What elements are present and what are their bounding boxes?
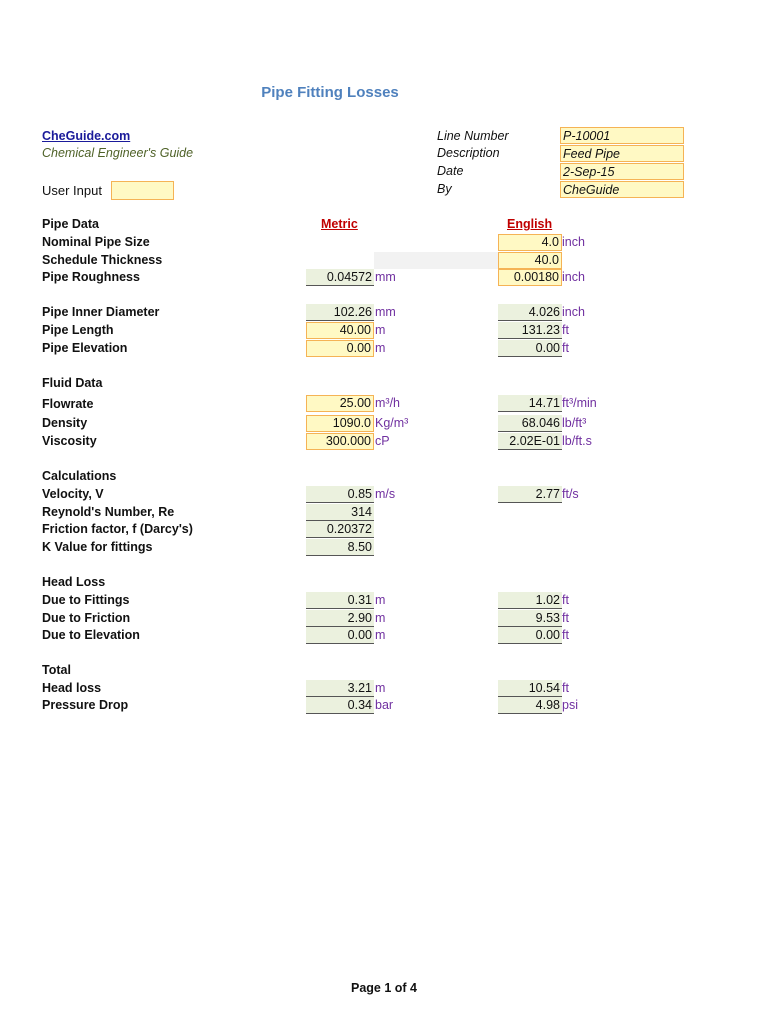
line-number-field[interactable]: P-10001	[560, 127, 684, 144]
row-label-viscosity: Viscosity	[42, 434, 97, 448]
density-eng-value: 68.046	[498, 415, 562, 432]
velocity-met-value: 0.85	[306, 486, 374, 503]
density-met-unit: Kg/m³	[375, 416, 409, 430]
velocity-eng-unit: ft/s	[562, 487, 579, 501]
line-number-label: Line Number	[437, 129, 509, 143]
user-input-label: User Input	[42, 183, 102, 198]
due-elevation-met-value: 0.00	[306, 627, 374, 644]
description-field[interactable]: Feed Pipe	[560, 145, 684, 162]
section-head-loss: Head Loss	[42, 575, 106, 589]
reynolds-met-value: 314	[306, 504, 374, 521]
due-friction-met-unit: m	[375, 611, 386, 625]
viscosity-eng-unit: lb/ft.s	[562, 434, 592, 448]
row-label-friction-factor: Friction factor, f (Darcy's)	[42, 522, 193, 536]
pipe-inner-diameter-met-unit: mm	[375, 305, 396, 319]
nominal-pipe-size-eng-input[interactable]: 4.0	[498, 234, 562, 251]
pipe-length-eng-value: 131.23	[498, 322, 562, 339]
head-loss-met-value: 3.21	[306, 680, 374, 697]
pipe-length-eng-unit: ft	[562, 323, 569, 337]
pipe-inner-diameter-eng-value: 4.026	[498, 304, 562, 321]
row-label-k-value: K Value for fittings	[42, 540, 153, 554]
row-label-pipe-length: Pipe Length	[42, 323, 114, 337]
row-label-density: Density	[42, 416, 88, 430]
section-pipe-data: Pipe Data	[42, 217, 99, 231]
pipe-roughness-eng-unit: inch	[562, 270, 585, 284]
head-loss-met-unit: m	[375, 681, 386, 695]
due-friction-eng-value: 9.53	[498, 610, 562, 627]
pipe-elevation-eng-unit: ft	[562, 341, 569, 355]
row-label-head-loss: Head loss	[42, 681, 102, 695]
pressure-drop-eng-unit: psi	[562, 698, 578, 712]
due-fittings-eng-unit: ft	[562, 593, 569, 607]
nominal-pipe-size-eng-unit: inch	[562, 235, 585, 249]
pipe-inner-diameter-met-value: 102.26	[306, 304, 374, 321]
user-input-legend-swatch	[111, 181, 174, 200]
pipe-length-met-input[interactable]: 40.00	[306, 322, 374, 339]
row-label-pipe-roughness: Pipe Roughness	[42, 270, 140, 284]
pipe-roughness-eng-input[interactable]: 0.00180	[498, 269, 562, 286]
density-met-input[interactable]: 1090.0	[306, 415, 374, 432]
row-label-pipe-inner-diameter: Pipe Inner Diameter	[42, 305, 160, 319]
due-fittings-eng-value: 1.02	[498, 592, 562, 609]
k-value-met-value: 8.50	[306, 539, 374, 556]
section-fluid-data: Fluid Data	[42, 376, 103, 390]
head-loss-eng-unit: ft	[562, 681, 569, 695]
pipe-elevation-eng-value: 0.00	[498, 340, 562, 357]
schedule-thickness-eng-input[interactable]: 40.0	[498, 252, 562, 269]
row-label-due-elevation: Due to Elevation	[42, 628, 140, 642]
row-label-nominal-pipe-size: Nominal Pipe Size	[42, 235, 150, 249]
due-elevation-met-unit: m	[375, 628, 386, 642]
due-fittings-met-unit: m	[375, 593, 386, 607]
section-total: Total	[42, 663, 71, 677]
row-label-reynolds: Reynold's Number, Re	[42, 505, 175, 519]
viscosity-met-unit: cP	[375, 434, 390, 448]
date-field[interactable]: 2-Sep-15	[560, 163, 684, 180]
head-loss-eng-value: 10.54	[498, 680, 562, 697]
viscosity-met-input[interactable]: 300.000	[306, 433, 374, 450]
due-friction-met-value: 2.90	[306, 610, 374, 627]
section-calculations: Calculations	[42, 469, 117, 483]
pressure-drop-eng-value: 4.98	[498, 697, 562, 714]
pipe-elevation-met-unit: m	[375, 341, 386, 355]
row-label-schedule-thickness: Schedule Thickness	[42, 253, 163, 267]
row-label-due-friction: Due to Friction	[42, 611, 131, 625]
description-label: Description	[437, 146, 500, 160]
pipe-length-met-unit: m	[375, 323, 386, 337]
schedule-thickness-shade	[374, 252, 498, 269]
due-elevation-eng-value: 0.00	[498, 627, 562, 644]
flowrate-eng-value: 14.71	[498, 395, 562, 412]
row-label-pressure-drop: Pressure Drop	[42, 698, 129, 712]
friction-factor-met-value: 0.20372	[306, 521, 374, 538]
flowrate-eng-unit: ft³/min	[562, 396, 597, 410]
by-field[interactable]: CheGuide	[560, 181, 684, 198]
row-label-flowrate: Flowrate	[42, 397, 94, 411]
velocity-met-unit: m/s	[375, 487, 396, 501]
due-elevation-eng-unit: ft	[562, 628, 569, 642]
row-label-due-fittings: Due to Fittings	[42, 593, 130, 607]
row-label-velocity: Velocity, V	[42, 487, 104, 501]
density-eng-unit: lb/ft³	[562, 416, 587, 430]
column-header-metric: Metric	[321, 217, 358, 231]
velocity-eng-value: 2.77	[498, 486, 562, 503]
pressure-drop-met-value: 0.34	[306, 697, 374, 714]
pipe-inner-diameter-eng-unit: inch	[562, 305, 585, 319]
page-title: Pipe Fitting Losses	[261, 84, 399, 101]
pipe-roughness-met-unit: mm	[375, 270, 396, 284]
due-friction-eng-unit: ft	[562, 611, 569, 625]
pressure-drop-met-unit: bar	[375, 698, 394, 712]
due-fittings-met-value: 0.31	[306, 592, 374, 609]
pipe-roughness-met-value: 0.04572	[306, 269, 374, 286]
flowrate-met-unit: m³/h	[375, 396, 400, 410]
row-label-pipe-elevation: Pipe Elevation	[42, 341, 128, 355]
page-footer: Page 1 of 4	[351, 981, 417, 995]
date-label: Date	[437, 164, 464, 178]
site-link[interactable]: CheGuide.com	[42, 129, 131, 143]
site-subtitle: Chemical Engineer's Guide	[42, 146, 194, 160]
by-label: By	[437, 182, 452, 196]
viscosity-eng-value: 2.02E-01	[498, 433, 562, 450]
column-header-english: English	[507, 217, 553, 231]
flowrate-met-input[interactable]: 25.00	[306, 395, 374, 412]
pipe-elevation-met-input[interactable]: 0.00	[306, 340, 374, 357]
